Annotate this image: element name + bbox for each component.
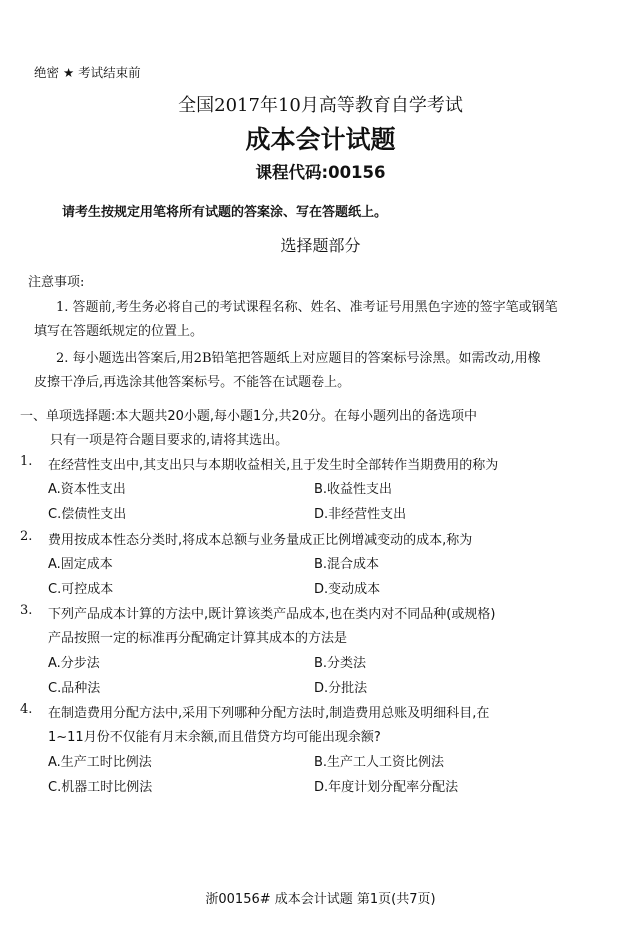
paper-title: 成本会计试题	[245, 125, 396, 154]
note-2-line-1: 2. 每小题选出答案后,用2B铅笔把答题纸上对应题目的答案标号涂黑。如需改动,用橡	[56, 351, 541, 366]
part-one-heading-line-2: 只有一项是符合题目要求的,请将其选出。	[50, 433, 289, 448]
exam-title: 全国2017年10月高等教育自学考试	[178, 95, 463, 116]
question-1-option-c: C.偿债性支出	[48, 507, 127, 522]
question-2-stem: 费用按成本性态分类时,将成本总额与业务量成正比例增减变动的成本,称为	[48, 533, 473, 548]
course-code: 课程代码:00156	[255, 163, 386, 182]
question-3-option-c: C.品种法	[48, 681, 101, 696]
question-4-option-b: B.生产工人工资比例法	[314, 755, 445, 770]
section-title: 选择题部分	[280, 236, 361, 255]
part-one-heading-line-1: 一、单项选择题:本大题共20小题,每小题1分,共20分。在每小题列出的备选项中	[20, 409, 477, 424]
question-3-number: 3.	[20, 603, 33, 618]
question-1-option-b: B.收益性支出	[314, 482, 393, 497]
note-2-line-2: 皮擦干净后,再选涂其他答案标号。不能答在试题卷上。	[34, 375, 351, 390]
question-3-stem-line-1: 下列产品成本计算的方法中,既计算该类产品成本,也在类内对不同品种(或规格)	[48, 607, 496, 622]
question-4-stem-line-1: 在制造费用分配方法中,采用下列哪种分配方法时,制造费用总账及明细科目,在	[48, 706, 490, 721]
question-2-option-c: C.可控成本	[48, 582, 114, 597]
question-4-stem-line-2: 1~11月份不仅能有月末余额,而且借贷方均可能出现余额?	[48, 730, 381, 745]
question-2-option-a: A.固定成本	[48, 557, 113, 572]
question-2-option-b: B.混合成本	[314, 557, 380, 572]
note-1-line-1: 1. 答题前,考生务必将自己的考试课程名称、姓名、准考证号用黑色字迹的签字笔或钢笔	[56, 300, 558, 315]
question-2-option-d: D.变动成本	[314, 582, 381, 597]
question-4-number: 4.	[20, 702, 33, 717]
question-3-option-d: D.分批法	[314, 681, 368, 696]
question-3-option-a: A.分步法	[48, 656, 100, 671]
answer-instruction: 请考生按规定用笔将所有试题的答案涂、写在答题纸上。	[62, 205, 388, 220]
question-4-option-d: D.年度计划分配率分配法	[314, 780, 459, 795]
question-3-stem-line-2: 产品按照一定的标准再分配确定计算其成本的方法是	[48, 631, 348, 646]
question-1-option-a: A.资本性支出	[48, 482, 126, 497]
question-4-option-c: C.机器工时比例法	[48, 780, 153, 795]
question-3-option-b: B.分类法	[314, 656, 367, 671]
secret-label: 绝密 ★ 考试结束前	[34, 65, 141, 80]
notes-heading: 注意事项:	[28, 275, 85, 290]
question-4-option-a: A.生产工时比例法	[48, 755, 152, 770]
page-footer: 浙00156# 成本会计试题 第1页(共7页)	[205, 892, 436, 907]
question-1-option-d: D.非经营性支出	[314, 507, 407, 522]
question-2-number: 2.	[20, 529, 33, 544]
note-1-line-2: 填写在答题纸规定的位置上。	[34, 324, 204, 339]
question-1-number: 1.	[20, 454, 33, 469]
question-1-stem: 在经营性支出中,其支出只与本期收益相关,且于发生时全部转作当期费用的称为	[48, 458, 499, 473]
